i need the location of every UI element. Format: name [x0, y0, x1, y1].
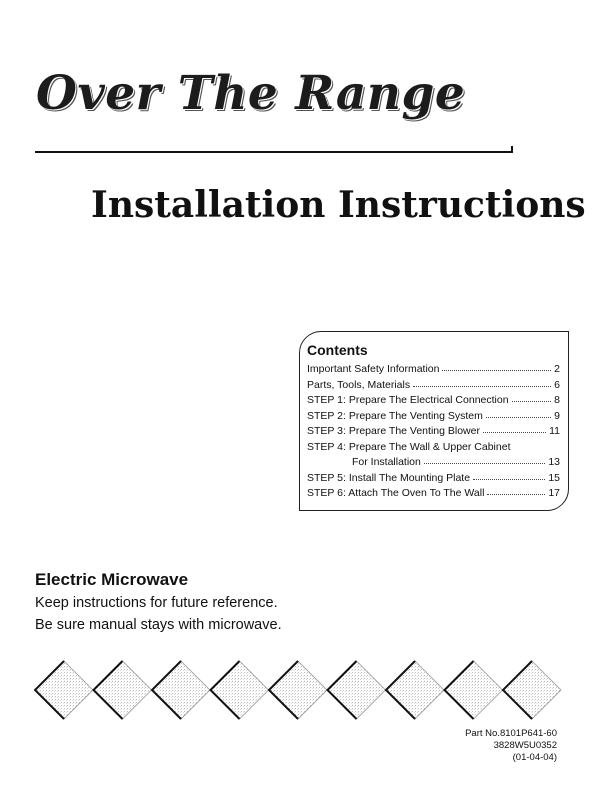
toc-item-label: Parts, Tools, Materials: [307, 378, 411, 391]
toc-item-page: 9: [554, 409, 560, 422]
toc-item-page: 6: [554, 378, 560, 391]
part-date: (01-04-04): [512, 752, 557, 763]
diamond-ornament: [386, 661, 444, 719]
contents-heading: Contents: [307, 342, 368, 358]
cover-subtitle: Installation Instructions: [91, 184, 586, 226]
part-number: Part No.8101P641-60: [465, 728, 557, 739]
toc-item-step4: [307, 440, 560, 456]
diamond-ornament: [94, 661, 152, 719]
toc-item-step6: [307, 486, 560, 502]
toc-item-page: 13: [548, 456, 560, 468]
toc-item-label: STEP 1: Prepare The Electrical Connection: [307, 394, 509, 406]
toc-item-step3: [307, 424, 560, 440]
toc-item-step2: [307, 409, 560, 425]
toc-item-page: 15: [548, 471, 560, 484]
diamond-ornament: [35, 661, 93, 719]
toc-item-safety: [307, 362, 560, 378]
toc-item-label: STEP 5: Install The Mounting Plate: [307, 471, 471, 484]
decorative-diamond-row: [34, 660, 564, 720]
manual-stays-note: Be sure manual stays with microwave.: [35, 617, 282, 633]
toc-item-label: STEP 4: Prepare The Wall & Upper Cabinet: [307, 440, 511, 453]
diamond-ornament: [269, 661, 327, 719]
contents-box: [299, 331, 569, 511]
toc-item-label: STEP 6: Attach The Oven To The Wall: [307, 487, 485, 499]
keep-instructions-note: Keep instructions for future reference.: [35, 595, 278, 611]
product-name: Electric Microwave: [35, 570, 189, 589]
toc-leader: [473, 470, 545, 480]
part-code: 3828W5U0352: [493, 740, 557, 751]
toc-item-label: For Installation: [352, 456, 421, 468]
toc-item-label: STEP 2: Prepare The Venting System: [307, 409, 483, 422]
toc-item-step1: [307, 393, 560, 409]
toc-item-parts: [307, 378, 560, 394]
diamond-ornament: [328, 661, 386, 719]
toc-leader: [442, 361, 551, 371]
diamond-ornament: [152, 661, 210, 719]
title-underline: [35, 146, 513, 153]
toc-item-label: STEP 3: Prepare The Venting Blower: [307, 425, 480, 437]
toc-item-step4-cont: [307, 455, 560, 471]
toc-item-page: 2: [554, 363, 560, 375]
part-info: [465, 728, 557, 764]
toc-leader: [413, 377, 551, 387]
diamond-ornament: [445, 661, 503, 719]
toc-item-page: 11: [549, 425, 560, 437]
toc-leader: [424, 454, 545, 464]
toc-item-label: Important Safety Information: [307, 363, 440, 375]
toc-leader: [512, 392, 552, 402]
toc-item-step5: [307, 471, 560, 487]
diamond-ornament: [503, 661, 561, 719]
toc-leader: [487, 485, 545, 495]
toc-item-page: 17: [548, 487, 560, 499]
diamond-ornament: [211, 661, 269, 719]
toc-leader: [483, 423, 546, 433]
toc-item-page: 8: [554, 394, 560, 406]
toc-leader: [486, 408, 551, 418]
cover-title: Over The Range: [36, 66, 466, 121]
